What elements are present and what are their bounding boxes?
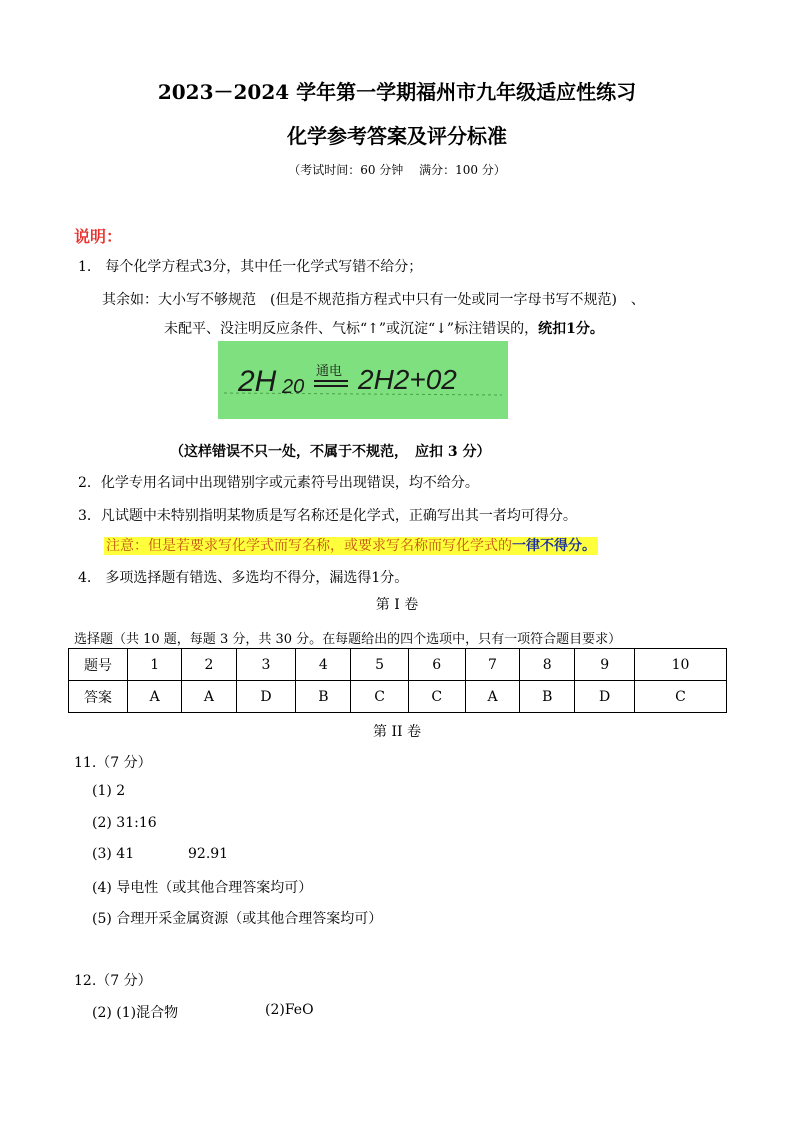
answer-cell: B	[296, 681, 351, 713]
answer-cell: A	[465, 681, 519, 713]
equation-left-subscript: 20	[282, 376, 305, 398]
instruction-item-1: 1. 每个化学方程式3分，其中任一化学式写错不给分；	[78, 259, 423, 275]
equation-left: 2H	[238, 365, 277, 398]
part1-description: 选择题（共 10 题，每题 3 分，共 30 分。在每题给出的四个选项中，只有一项符合题目要求）	[74, 632, 622, 647]
q12-answer-2-value: (2)FeO	[265, 1002, 314, 1018]
note-emphasis: 一律不得分。	[512, 538, 596, 554]
part2-heading: 第 II 卷	[373, 724, 421, 740]
answer-cell: B	[520, 681, 575, 713]
q12-answer-2: (2) (1)混合物	[92, 1005, 179, 1021]
instruction-item-4: 4. 多项选择题有错选、多选均不得分，漏选得1分。	[78, 570, 409, 586]
part1-heading: 第 I 卷	[375, 597, 419, 613]
instruction-item-3-note	[104, 535, 598, 555]
highlighted-note	[104, 537, 598, 555]
q12-title: 12.（7 分）	[74, 973, 152, 989]
answer-cell: A	[128, 681, 182, 713]
answer-cell: A	[182, 681, 236, 713]
q11-answer-3: (3) 41	[92, 846, 135, 862]
table-row-numbers	[69, 649, 727, 681]
handwritten-example-box	[218, 341, 508, 419]
page-title: 2023－2024 学年第一学期福州市九年级适应性练习	[157, 80, 637, 104]
equation-condition: 通电	[316, 364, 343, 379]
question-number: 5	[351, 649, 408, 681]
question-number: 7	[465, 649, 519, 681]
q11-title: 11.（7 分）	[74, 755, 152, 771]
q11-answer-2: (2) 31:16	[92, 815, 157, 831]
instruction-item-2: 2．化学专用名词中出现错别字或元素符号出现错误，均不给分。	[78, 475, 479, 491]
row-label-number: 题号	[69, 649, 128, 681]
page-subtitle: 化学参考答案及评分标准	[287, 124, 507, 148]
instruction-item-1-line-3	[164, 318, 604, 338]
q11-answer-5: (5) 合理开采金属资源（或其他合理答案均可）	[92, 911, 383, 927]
instruction-item-1-line-3-text: 未配平、没注明反应条件、气标“↑”或沉淀“↓”标注错误的，	[164, 321, 539, 337]
question-number: 3	[236, 649, 296, 681]
instruction-item-3: 3．凡试题中未特别指明某物质是写名称还是化学式，正确写出其一者均可得分。	[78, 508, 577, 524]
exam-info: （考试时间：60 分钟 满分：100 分）	[288, 163, 506, 177]
row-label-answer: 答案	[69, 681, 128, 713]
deduction-text: 统扣1分。	[538, 321, 604, 337]
instructions-heading: 说明：	[74, 227, 123, 246]
answer-cell: C	[351, 681, 408, 713]
q11-answer-4: (4) 导电性（或其他合理答案均可）	[92, 880, 313, 896]
equation-right: 2H2+02	[358, 364, 457, 395]
answer-table	[68, 648, 727, 713]
question-number: 10	[635, 649, 727, 681]
answer-cell: C	[635, 681, 727, 713]
answer-cell: C	[408, 681, 465, 713]
question-number: 6	[408, 649, 465, 681]
answer-cell: D	[575, 681, 635, 713]
example-note: （这样错误不只一处，不属于不规范， 应扣 3 分）	[170, 444, 491, 460]
question-number: 8	[520, 649, 575, 681]
answer-cell: D	[236, 681, 296, 713]
question-number: 2	[182, 649, 236, 681]
note-text: 注意：但是若要求写化学式而写名称，或要求写名称而写化学式的	[106, 538, 512, 554]
q11-answer-1: (1) 2	[92, 783, 126, 799]
question-number: 4	[296, 649, 351, 681]
q11-answer-3-value: 92.91	[188, 846, 229, 862]
instruction-item-1-line-2: 其余如：大小写不够规范 (但是不规范指方程式中只有一处或同一字母书写不规范) 、	[102, 292, 645, 308]
handwritten-equation	[218, 341, 508, 419]
table-row-answers	[69, 681, 727, 713]
question-number: 9	[575, 649, 635, 681]
question-number: 1	[128, 649, 182, 681]
